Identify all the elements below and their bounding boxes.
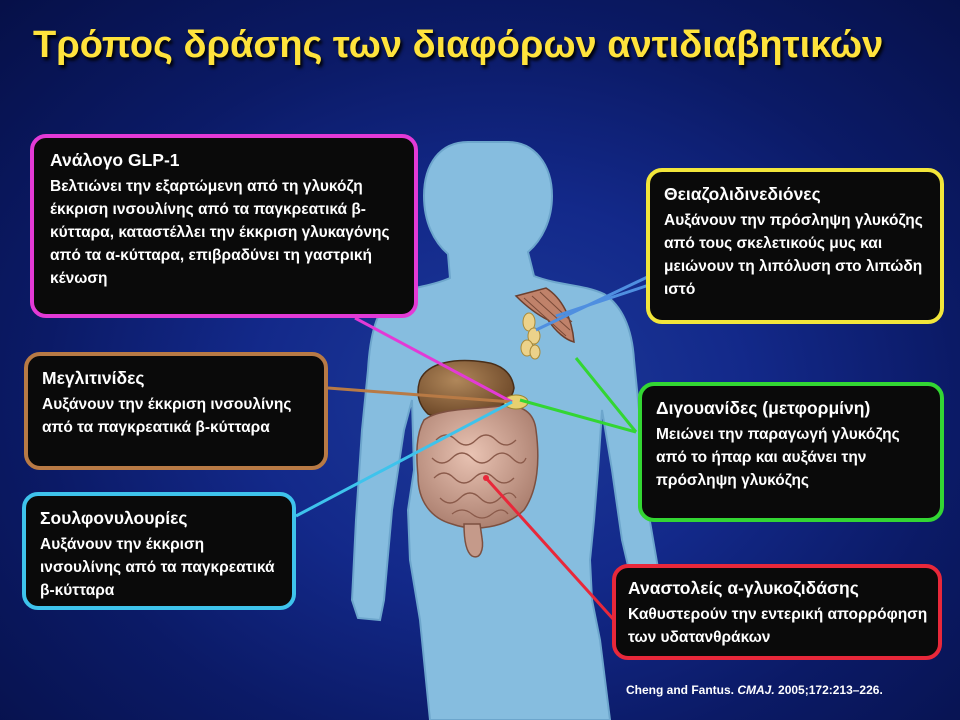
citation-ref: 2005;172:213–226. [778,683,883,697]
box-sulfonylureas [22,492,296,610]
box-meglitinides [24,352,328,470]
citation-authors: Cheng and Fantus. [626,683,734,697]
tzd-text: Αυξάνουν την πρόσληψη γλυκόζης από τους σκελετικούς μυς και μειώνουν τη λιπόλυση στο λιπώδη ιστό [664,212,923,298]
sulfonylureas-heading: Σουλφονυλουρίες [40,508,188,528]
agi-text: Καθυστερούν την εντερική απορρόφηση των υδατανθράκων [628,606,928,646]
intestines [417,406,538,528]
meglitinides-text: Αυξάνουν την έκκριση ινσουλίνης από τα παγκρεατικά β-κύτταρα [42,396,292,436]
connector-agi-dot [483,475,489,481]
slide-title: Τρόπος δράσης των διαφόρων αντιδιαβητικών [33,24,884,66]
box-biguanides [638,382,944,522]
glp1-text: Βελτιώνει την εξαρτώμενη από τη γλυκόζη έκκριση ινσουλίνης από τα παγκρεατικά β-κύτταρα, καταστέλλει την έκκριση γλυκαγόνης από τα α-κύτταρα, επιβραδύνει τη γαστρική κένωση [50,178,390,287]
biguanides-text: Μειώνει την παραγωγή γλυκόζης από το ήπαρ και αυξάνει την πρόσληψη γλυκόζης [656,426,900,489]
sulfonylureas-text: Αυξάνουν την έκκριση ινσουλίνης από τα παγκρεατικά β-κύτταρα [40,536,275,599]
box-alpha-glucosidase-inhibitors [612,564,942,660]
tzd-heading: Θειαζολιδινεδιόνες [664,184,821,204]
meglitinides-heading: Μεγλιτινίδες [42,368,145,388]
citation-journal: CMAJ. [737,683,775,697]
box-glp1-analogue [30,134,418,318]
agi-heading: Αναστολείς α-γλυκοζιδάσης [628,578,859,598]
citation [626,683,883,697]
glp1-heading: Ανάλογο GLP-1 [50,150,180,170]
box-thiazolidinediones [646,168,944,324]
biguanides-heading: Διγουανίδες (μετφορμίνη) [656,398,871,418]
